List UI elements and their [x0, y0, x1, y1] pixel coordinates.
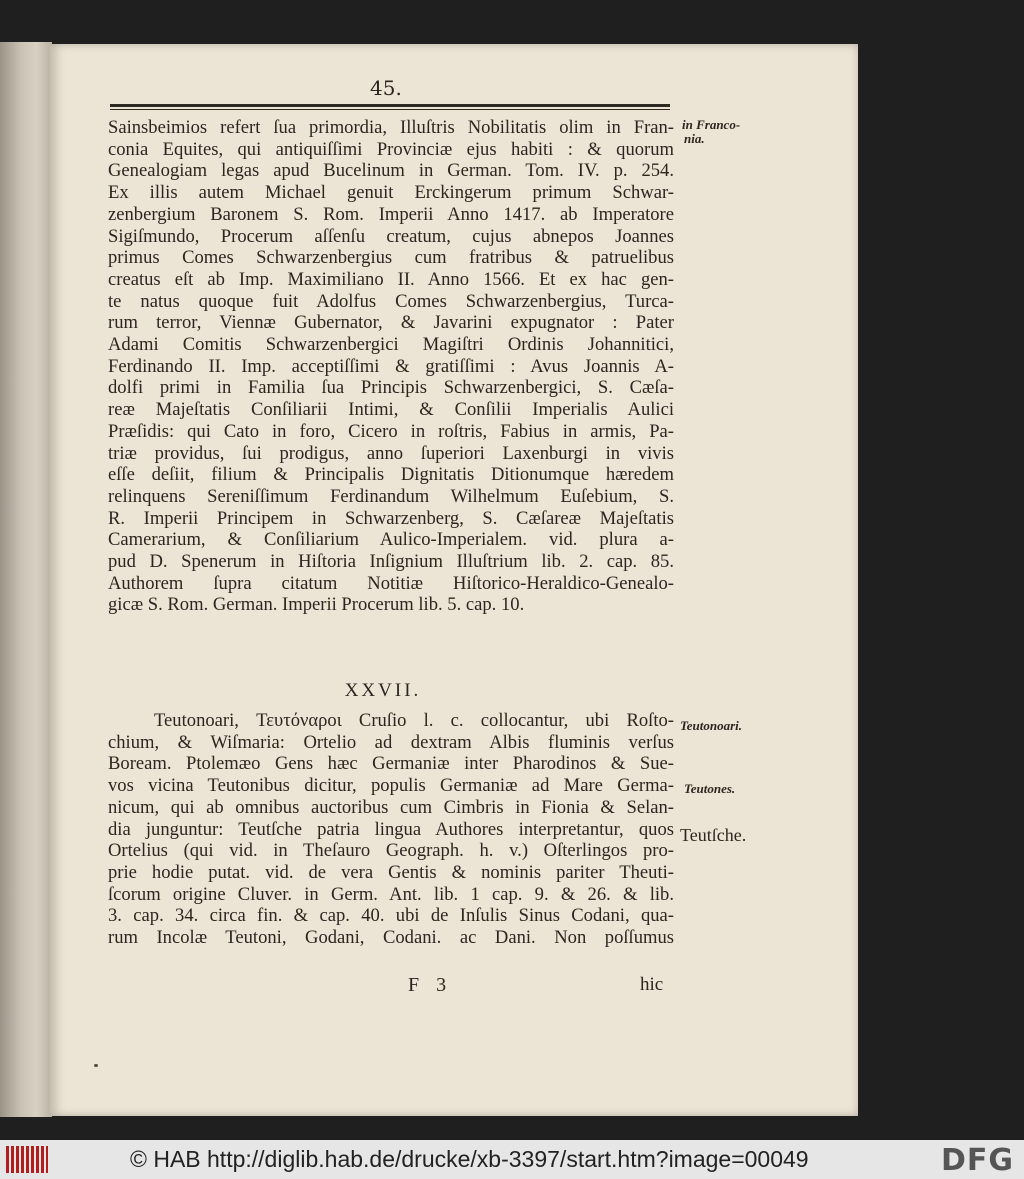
- text-line: dia junguntur: Teutſche patria lingua Authores interpretantur, quos: [108, 818, 674, 840]
- margin-note-teutones: Teutones.: [684, 781, 736, 796]
- section-heading: XXVII.: [344, 680, 422, 701]
- text-line: dolfi primi in Familia ſua Principis Schwarzenbergici, S. Cæſa-: [108, 377, 674, 399]
- dfg-logo: DFG: [940, 1143, 1014, 1178]
- paper-speck: [94, 1064, 98, 1067]
- margin-note-line: in Franco-: [682, 117, 741, 132]
- text-line: R. Imperii Principem in Schwarzenberg, S. Cæſareæ Majeſtatis: [108, 507, 674, 529]
- header-rule: [110, 104, 670, 107]
- text-line: rum terror, Viennæ Gubernator, & Javarini expugnator : Pater: [108, 312, 674, 334]
- paragraph-1: [108, 117, 674, 616]
- text-line: Teutonoari, Τευτόναροι Cruſio l. c. collocantur, ubi Roſto-: [154, 710, 674, 731]
- text-line: 3. cap. 34. circa fin. & cap. 40. ubi de Inſulis Sinus Codani, qua-: [108, 905, 674, 927]
- text-line: Adami Comitis Schwarzenbergici Magiſtri Ordinis Johannitici,: [108, 334, 674, 356]
- text-line: gicæ S. Rom. German. Imperii Procerum lib. 5. cap. 10.: [108, 594, 525, 616]
- page-number: 45.: [370, 76, 402, 100]
- catchword: hic: [640, 974, 664, 995]
- text-line: Ferdinando II. Imp. acceptiſſimi & gratiſſimi : Avus Joannis A-: [108, 355, 674, 377]
- text-line: te natus quoque fuit Adolfus Comes Schwarzenbergius, Turca-: [108, 290, 674, 312]
- text-line: rum Incolæ Teutoni, Godani, Codani. ac Dani. Non poſſumus: [108, 927, 674, 949]
- text-line: Sigiſmundo, Procerum aſſenſu creatum, cujus abnepos Joannes: [108, 225, 674, 247]
- text-line: relinquens Sereniſſimum Ferdinandum Wilhelmum Euſebium, S.: [108, 485, 674, 507]
- margin-note-teutonoari: Teutonoari.: [680, 718, 743, 733]
- text-line: Authorem ſupra citatum Notitiæ Hiſtorico-Heraldico-Genealo-: [108, 572, 674, 594]
- text-line: Sainsbeimios refert ſua primordia, Illuſtris Nobilitatis olim in Fran-: [108, 117, 674, 138]
- footer-bar: [0, 1140, 1024, 1179]
- text-line: pud D. Spenerum in Hiſtoria Inſignium Illuſtrium lib. 2. cap. 85.: [108, 551, 674, 573]
- text-line: Boream. Ptolemæo Gens hæc Germaniæ inter Pharodinos & Sue-: [108, 753, 674, 775]
- text-line: eſſe deſiit, filium & Principalis Dignitatis Ditionumque hæredem: [108, 464, 674, 486]
- margin-note-franconia: [682, 118, 740, 146]
- text-line: triæ providus, ſui prodigus, anno ſuperiori Laxenburgi in vivis: [108, 442, 674, 464]
- text-line: vos vicina Teutonibus dicitur, populis Germaniæ ad Mare Germa-: [108, 775, 674, 797]
- text-line: creatus eſt ab Imp. Maximiliano II. Anno 1566. Et ex hac gen-: [108, 268, 674, 290]
- text-line: Genealogiam legas apud Bucelinum in German. Tom. IV. p. 254.: [108, 160, 674, 182]
- source-link[interactable]: © HAB http://diglib.hab.de/drucke/xb-3397/start.htm?image=00049: [130, 1146, 809, 1172]
- text-line: Ex illis autem Michael genuit Erckingerum primum Schwar-: [108, 182, 674, 204]
- margin-note-line: nia.: [684, 131, 705, 146]
- text-line: zenbergium Baronem S. Rom. Imperii Anno 1417. ab Imperatore: [108, 203, 674, 225]
- text-line: primus Comes Schwarzenbergius cum fratribus & patruelibus: [108, 247, 674, 269]
- text-line: conia Equites, qui antiquiſſimi Provinciæ ejus habiti : & quorum: [108, 138, 674, 160]
- text-line: ſcorum origine Cluver. in Germ. Ant. lib. 1 cap. 9. & 26. & lib.: [108, 883, 674, 905]
- text-line: reæ Majeſtatis Conſiliarii Intimi, & Conſilii Imperialis Aulici: [108, 399, 674, 421]
- text-line: chium, & Wiſmaria: Ortelio ad dextram Albis fluminis verſus: [108, 731, 674, 753]
- book-edge-left: [0, 42, 52, 1117]
- hab-logo-icon: [6, 1146, 48, 1173]
- text-line: Camerarium, & Conſiliarium Aulico-Imperialem. vid. plura a-: [108, 529, 674, 551]
- signature-mark: F 3: [408, 974, 453, 996]
- text-line: Ortelius (qui vid. in Theſauro Geograph. h. v.) Oſterlingos pro-: [108, 840, 674, 862]
- text-line: nicum, qui ab omnibus auctoribus cum Cimbris in Fionia & Selan-: [108, 796, 674, 818]
- header-rule-thin: [110, 109, 670, 110]
- margin-note-teutsche: Teutſche.: [680, 825, 747, 845]
- text-line: prie hodie putat. vid. de vera Gentis & nominis pariter Theuti-: [108, 861, 674, 883]
- paragraph-2: [108, 710, 674, 949]
- text-line: Præſidis: qui Cato in foro, Cicero in roſtris, Fabius in armis, Pa-: [108, 420, 674, 442]
